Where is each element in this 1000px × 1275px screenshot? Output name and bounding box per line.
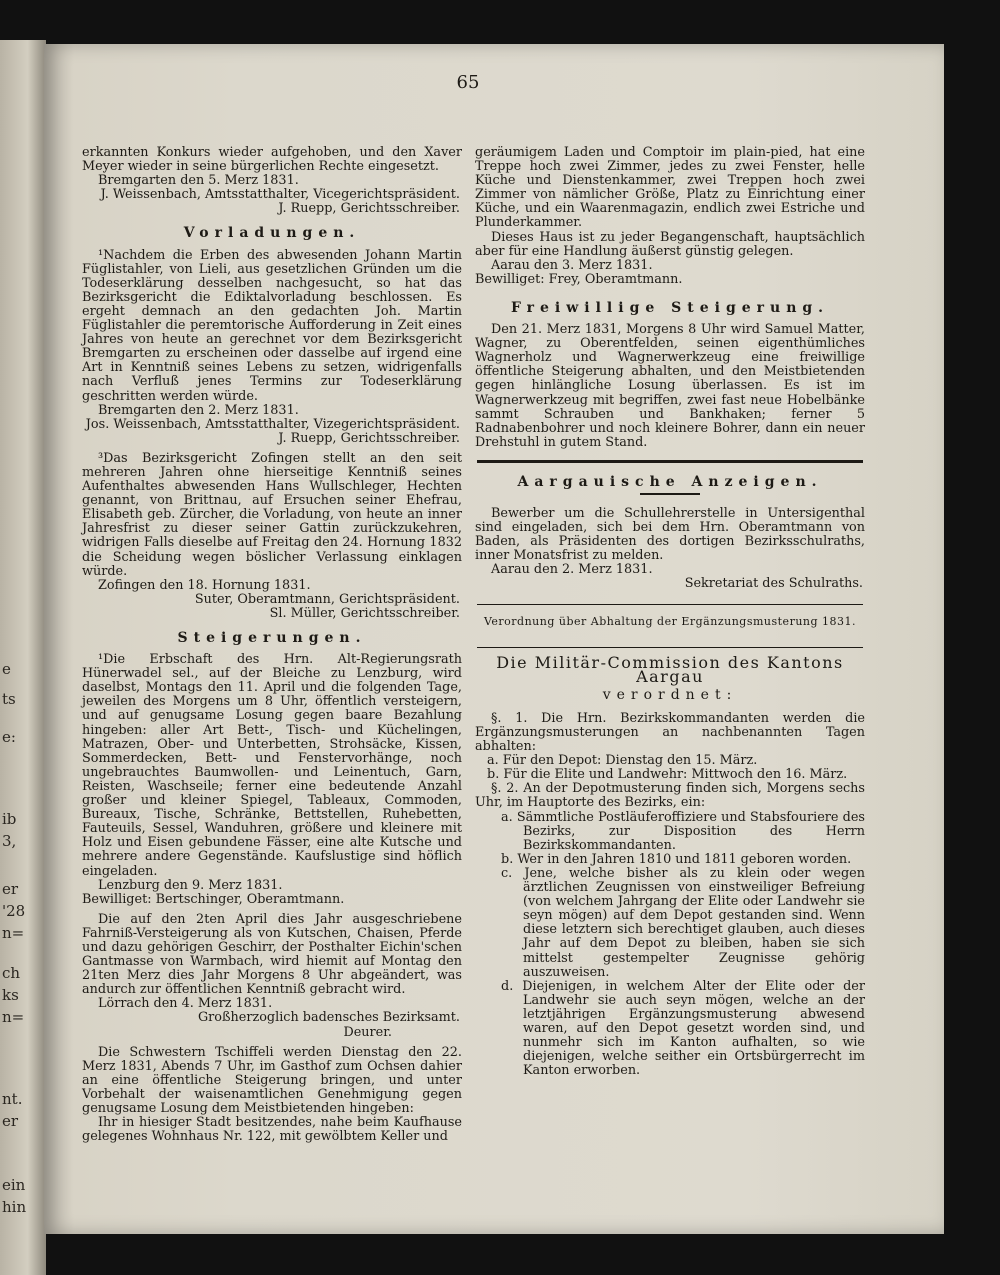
signature: J. Ruepp, Gerichtsschreiber. — [278, 201, 460, 217]
prev-fragment: ib — [2, 810, 17, 828]
prev-fragment: '28 — [2, 902, 26, 920]
paragraph: Dieses Haus ist zu jeder Begangenschaft, hauptsächlich aber für eine Handlung äußerst günstig gelegen. — [475, 229, 865, 259]
signature: Jos. Weissenbach, Amtsstatthalter, Vizegerichtspräsident. — [85, 416, 460, 432]
previous-page-edge — [0, 40, 46, 1275]
paragraph-section: §. 2. An der Depotmusterung finden sich, Morgens sechs Uhr, im Hauptorte des Bezirks, ein: — [475, 781, 865, 811]
place-date: Bremgarten den 2. Merz 1831. — [98, 402, 299, 418]
section-heading-vorladungen: Vorladungen. — [183, 225, 361, 242]
place-date: Lenzburg den 9. Merz 1831. — [98, 877, 283, 893]
prev-fragment: n= — [2, 924, 25, 942]
prev-fragment: nt. — [2, 1090, 23, 1108]
heading-underline — [640, 493, 700, 495]
ordinance-subheading: verordnet: — [602, 686, 738, 703]
list-item: b. Wer in den Jahren 1810 und 1811 geboren worden. — [501, 851, 852, 867]
paragraph: geräumigem Laden und Comptoir im plain-pied, hat eine Treppe hoch zwei Zimmer, jedes zu zwei Fenster, helle Küche und Dienstenkammer, zwei Treppen hoch zwei Zimmer von nämlicher Größe, Platz zu Einrichtung einer Küche, und ein Waarenmagazin, endlich zwei Estriche und Plunderkammer. — [475, 145, 865, 231]
prev-fragment: er — [2, 880, 19, 898]
prev-fragment: ts — [2, 690, 16, 708]
signature: Großherzoglich badensches Bezirksamt. — [197, 1010, 460, 1026]
right-column — [475, 146, 865, 1078]
left-column — [82, 146, 462, 1144]
list-item: c. Jene, welche bisher als zu klein oder wegen ärztlichen Zeugnissen von einstweiliger Befreiung (von welchem Jahrgang der Elite oder Landwehr sie seyn mögen) auf dem Depot gestanden sind. Wenn diese letztern sich berechtiget glauben, auch dieses Jahr auf dem Depot zu bleiben, haben sie sich mittelst gestempelter Zeugnisse gehörig auszuweisen. — [501, 865, 865, 980]
paragraph: erkannten Konkurs wieder aufgehoben, und den Xaver Meyer wieder in seine bürgerlichen Rechte eingesetzt. — [82, 145, 462, 175]
section-heading-freiwillige: Freiwillige Steigerung. — [510, 299, 830, 316]
signature: J. Weissenbach, Amtsstatthalter, Vicegerichtspräsident. — [100, 187, 460, 203]
signature: Deurer. — [343, 1024, 392, 1040]
section-divider — [477, 647, 863, 648]
paragraph: Bewerber um die Schullehrerstelle in Untersigenthal sind eingeladen, sich bei dem Hrn. Oberamtmann von Baden, als Präsidenten des dortigen Bezirksschulraths, inner Monatsfrist zu melden. — [475, 505, 865, 564]
prev-fragment: er — [2, 1112, 19, 1130]
place-date: Bremgarten den 5. Merz 1831. — [98, 173, 299, 189]
page-number: 65 — [456, 72, 480, 93]
list-item: a. Sämmtliche Postläuferoffiziere und Stabsfouriere des Bezirks, zur Disposition des Herrn Bezirkskommandanten. — [501, 809, 865, 853]
list-item: b. Für die Elite und Landwehr: Mittwoch den 16. März. — [487, 767, 848, 783]
ordinance-heading: Die Militär-Commission des Kantons Aargau — [496, 652, 844, 686]
prev-fragment: e — [2, 660, 11, 678]
signature: Sl. Müller, Gerichtsschreiber. — [269, 605, 460, 621]
list-item: a. Für den Depot: Dienstag den 15. März. — [487, 753, 758, 769]
paragraph: ³Das Bezirksgericht Zofingen stellt an den seit mehreren Jahren ohne hierseitige Kenntniß seines Aufenthaltes abwesenden Hans Wullschleger, Hechten genannt, von Brittnau, auf Ersuchen seiner Ehefrau, Elisabeth geb. Zürcher, die Vorladung, von heute an inner Jahresfrist zu dieser seiner Gattin zurückzukehren, widrigen Falls dieselbe auf Freitag den 24. Hornung 1832 die Scheidung wegen böslicher Verlassung einklagen würde. — [82, 450, 462, 579]
paragraph: ¹Nachdem die Erben des abwesenden Johann Martin Füglistahler, von Lieli, aus gesetzlichen Gründen um die Todeserklärung desselben nachgesucht, so hat das Bezirksgericht die Ediktalvorladung beschlossen. Es ergeht demnach an den gedachten Joh. Martin Füglistahler die peremtorische Aufforderung in Zeit eines Jahres von heute an gerechnet vor dem Bezirksgericht Bremgarten zu erscheinen oder dasselbe auf irgend eine Art in Kenntniß seines Lebens zu setzen, widrigenfalls nach Verfluß jenes Termins zur Todeserklärung geschritten werden würde. — [82, 247, 462, 404]
place-date: Zofingen den 18. Hornung 1831. — [98, 577, 311, 593]
paragraph: Die auf den 2ten April dies Jahr ausgeschriebene Fahrniß-Versteigerung als von Kutschen, Chaisen, Pferde und dazu gehörigen Geschirr, der Posthalter Eichin'schen Gantmasse von Warmbach, wird hiemit auf Montag den 21ten Merz dies Jahr Morgens 8 Uhr abgeändert, was andurch zur öffentlichen Kenntniß gebracht wird. — [82, 911, 462, 998]
prev-fragment: ch — [2, 964, 21, 982]
prev-fragment: hin — [2, 1198, 27, 1216]
prev-fragment: ein — [2, 1176, 26, 1194]
section-divider — [477, 604, 863, 605]
paragraph: Ihr in hiesiger Stadt besitzendes, nahe beim Kaufhause gelegenes Wohnhaus Nr. 122, mit gewölbtem Keller und — [82, 1115, 462, 1145]
ordinance-title: Verordnung über Abhaltung der Ergänzungsmusterung 1831. — [483, 614, 857, 628]
section-heading-steigerungen: Steigerungen. — [177, 630, 367, 646]
prev-fragment: e: — [2, 728, 16, 746]
paragraph: ¹Die Erbschaft des Hrn. Alt-Regierungsrath Hünerwadel sel., auf der Bleiche zu Lenzburg, wird daselbst, Montags den 11. April und die folgenden Tage, jeweilen des Morgens um 8 Uhr, öffentlich versteigern, und auf genugsame Losung gegen baare Bezahlung hingeben: aller Art Bett-, Tisch- und Küchelingen, Matrazen, Ober- und Unterbetten, Strohsäcke, Kissen, Sommerdecken, Bett- und Fenstervorhänge, noch ungebrauchtes Baumwollen- und Leinentuch, Garn, Reisten, Waschseile; ferner eine bedeutende Anzahl großer und kleiner Spiegel, Tableaux, Commoden, Bureaux, Tische, Schränke, Bettstellen, Ruhebetten, Fauteuils, Sessel, Wanduhren, größere und kleinere mit Holz und Eisen gebundene Fässer, eine alte Kutsche und mehrere andere Gegenstände. Kaufslustige sind höflich eingeladen. — [82, 652, 462, 879]
paragraph-section: §. 1. Die Hrn. Bezirkskommandanten werden die Ergänzungsmusterungen an nachbenannten Tagen abhalten: — [475, 710, 865, 755]
prev-fragment: 3, — [2, 832, 17, 850]
approval-line: Bewilliget: Frey, Oberamtmann. — [475, 271, 683, 287]
section-heading-aargauische: Aargauische Anzeigen. — [517, 473, 823, 490]
approval-line: Bewilliget: Bertschinger, Oberamtmann. — [82, 891, 345, 907]
place-date: Lörrach den 4. Merz 1831. — [98, 996, 273, 1012]
signature: J. Ruepp, Gerichtsschreiber. — [278, 430, 460, 446]
signature: Suter, Oberamtmann, Gerichtspräsident. — [194, 591, 460, 607]
section-divider — [477, 460, 863, 463]
paragraph: Die Schwestern Tschiffeli werden Dienstag den 22. Merz 1831, Abends 7 Uhr, im Gasthof zum Ochsen dahier an eine öffentliche Steigerung bringen, und unter Vorbehalt der waisenamtlichen Genehmigung gegen genugsame Losung dem Meistbietenden hingeben: — [82, 1044, 462, 1116]
place-date: Aarau den 2. Merz 1831. — [491, 562, 653, 578]
prev-fragment: n= — [2, 1008, 25, 1026]
list-item: d. Diejenigen, in welchem Alter der Elite oder der Landwehr sie auch seyn mögen, welche an der letztjährigen Ergänzungsmusterung abwesend waren, auf den Depot gesetzt worden sind, und nunmehr sich im Kanton aufhalten, so wie diejenigen, welche seither ein Ortsbürgerrecht im Kanton erworben. — [501, 978, 865, 1079]
place-date: Aarau den 3. Merz 1831. — [491, 257, 653, 273]
paragraph: Den 21. Merz 1831, Morgens 8 Uhr wird Samuel Matter, Wagner, zu Oberentfelden, seinen eigenthümliches Wagnerholz und Wagnerwerkzeug eine freiwillige öffentliche Steigerung abhalten, und den Meistbietenden gegen hinlängliche Losung überlassen. Es ist im Wagnerwerkzeug mit begriffen, zwei fast neue Hobelbänke sammt Schrauben und Bankhaken; ferner 5 Radnabenbohrer und noch kleinere Bohrer, dann ein neuer Drehstuhl in gutem Stand. — [475, 322, 865, 450]
prev-fragment: ks — [2, 986, 19, 1004]
signature: Sekretariat des Schulraths. — [684, 576, 863, 592]
